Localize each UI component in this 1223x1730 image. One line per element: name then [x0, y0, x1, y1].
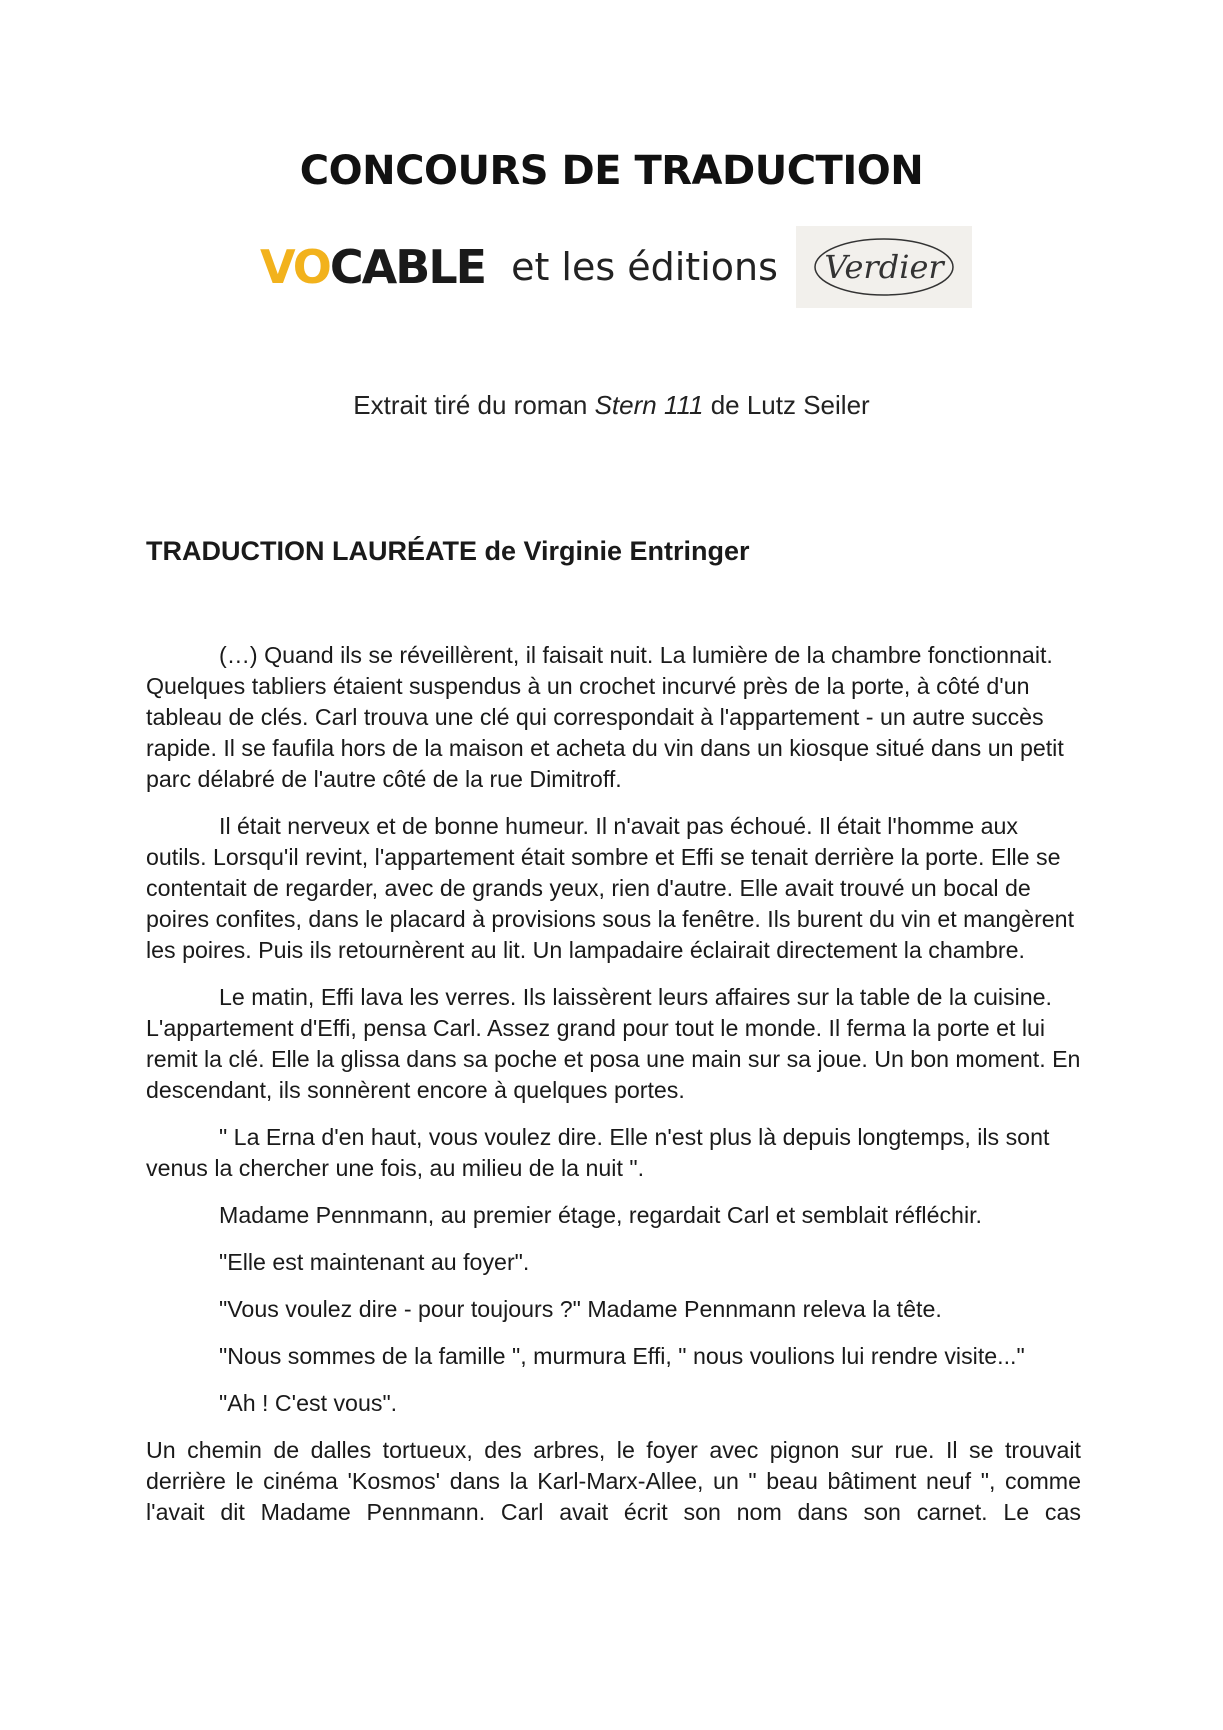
- vocable-logo-dark-part: CABLE: [329, 240, 486, 294]
- subtitle-book-title: Stern 111: [594, 390, 704, 420]
- section-heading: TRADUCTION LAURÉATE de Virginie Entringer: [146, 536, 750, 566]
- verdier-logo-oval: [809, 232, 959, 302]
- paragraph: "Elle est maintenant au foyer".: [219, 1249, 530, 1275]
- subtitle-prefix: Extrait tiré du roman: [353, 390, 595, 420]
- subtitle: [0, 390, 1223, 421]
- vocable-logo-yellow-part: VO: [260, 240, 330, 294]
- subtitle-suffix: de Lutz Seiler: [703, 390, 870, 420]
- page-title: CONCOURS DE TRADUCTION: [299, 148, 924, 194]
- logo-row: [260, 226, 972, 308]
- translation-text: [146, 640, 1081, 1544]
- verdier-logo: [796, 226, 972, 308]
- paragraph: Il était nerveux et de bonne humeur. Il n'avait pas échoué. Il était l'homme aux outils. Lorsqu'il revint, l'appartement était sombre et Effi se tenait derrière la porte. Elle se contentait de regarder, avec de grands yeux, rien d'autre. Elle avait trouvé un bocal de poires confites, dans le placard à provisions sous la fenêtre. Ils burent du vin et mangèrent les poires. Puis ils retournèrent au lit. Un lampadaire éclairait directement la chambre.: [146, 813, 1075, 963]
- paragraph: Madame Pennmann, au premier étage, regardait Carl et semblait réfléchir.: [219, 1202, 982, 1228]
- verdier-logo-text: Verdier: [824, 248, 944, 286]
- editions-text: et les éditions: [511, 245, 778, 289]
- vocable-logo: [260, 240, 486, 294]
- paragraph: "Nous sommes de la famille ", murmura Effi, " nous voulions lui rendre visite...": [219, 1343, 1025, 1369]
- paragraph: Un chemin de dalles tortueux, des arbres, le foyer avec pignon sur rue. Il se trouvait derrière le cinéma 'Kosmos' dans la Karl-Marx-Allee, un " beau bâtiment neuf ", comme l'avait dit Madame Pennmann. Carl avait écrit son nom dans son carnet. Le cas: [146, 1437, 1081, 1525]
- paragraph: " La Erna d'en haut, vous voulez dire. Elle n'est plus là depuis longtemps, ils sont venus la chercher une fois, au milieu de la nuit ".: [146, 1124, 1050, 1181]
- paragraph: "Ah ! C'est vous".: [219, 1390, 398, 1416]
- paragraph: (…) Quand ils se réveillèrent, il faisait nuit. La lumière de la chambre fonctionnait. Quelques tabliers étaient suspendus à un crochet incurvé près de la porte, à côté d'un tableau de clés. Carl trouva une clé qui correspondait à l'appartement - un autre succès rapide. Il se faufila hors de la maison et acheta du vin dans un kiosque situé dans un petit parc délabré de l'autre côté de la rue Dimitroff.: [146, 642, 1064, 792]
- paragraph: "Vous voulez dire - pour toujours ?" Madame Pennmann releva la tête.: [219, 1296, 942, 1322]
- paragraph: Le matin, Effi lava les verres. Ils laissèrent leurs affaires sur la table de la cuisine. L'appartement d'Effi, pensa Carl. Assez grand pour tout le monde. Il ferma la porte et lui remit la clé. Elle la glissa dans sa poche et posa une main sur sa joue. Un bon moment. En descendant, ils sonnèrent encore à quelques portes.: [146, 984, 1081, 1103]
